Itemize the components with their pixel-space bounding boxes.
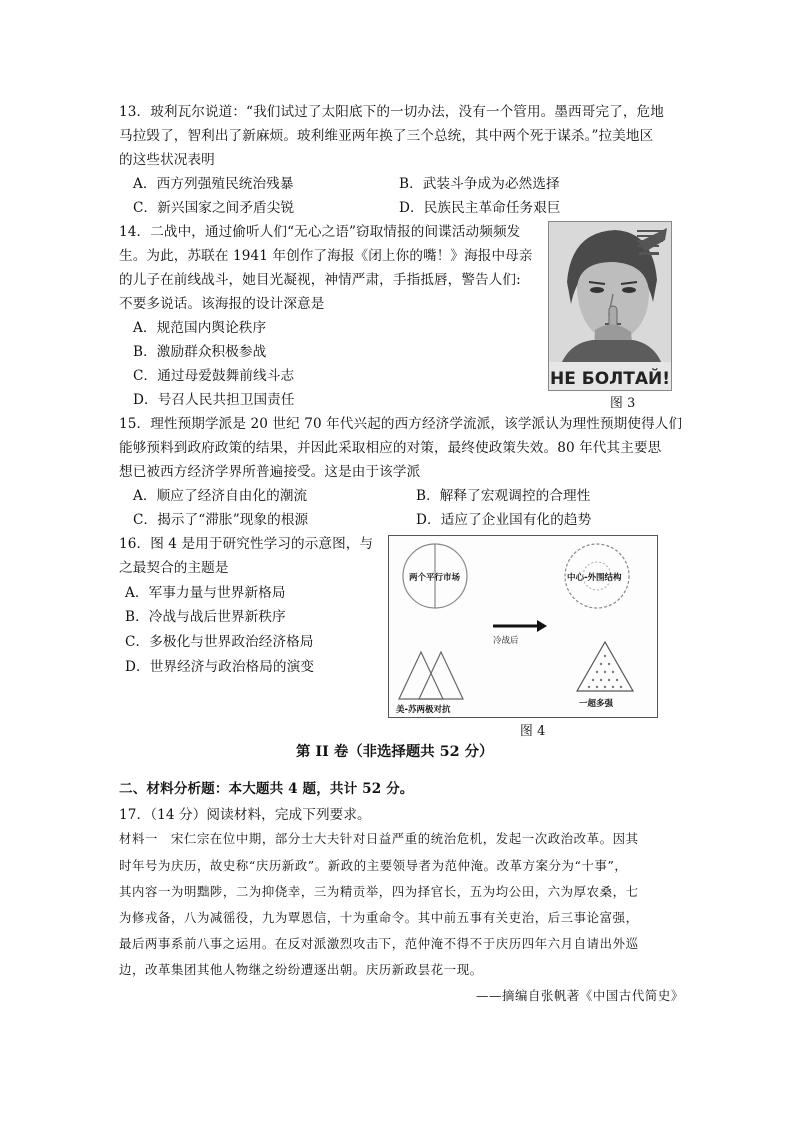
q14-line-3: 的儿子在前线战斗，她目光凝视，神情严肃，手指抵唇，警告人们: — [119, 272, 521, 288]
poster-illustration — [549, 222, 671, 390]
q13-option-a: A．西方列强殖民统治残暴 — [133, 176, 294, 192]
q13-line-2: 马拉毁了，智利出了新麻烦。玻利维亚两年换了三个总统，其中两个死于谋杀。”拉美地区 — [119, 128, 654, 144]
q16-line-2: 之最契合的主题是 — [119, 560, 229, 576]
q13-option-b: B．武装斗争成为必然选择 — [399, 176, 560, 192]
label-one-superpower: 一超多强 — [579, 699, 614, 709]
figure-3-label: 图 3 — [610, 396, 636, 411]
part-two-title: 第 II 卷（非选择题共 52 分） — [296, 743, 494, 760]
q13-option-d: D．民族民主革命任务艰巨 — [399, 200, 561, 216]
q15-option-a: A．顺应了经济自由化的潮流 — [133, 488, 308, 504]
q13-line-3: 的这些状况表明 — [119, 152, 215, 168]
q15-line-1: 15．理性预期学派是 20 世纪 70 年代兴起的西方经济学流派，该学派认为理性预期使得人们 — [119, 416, 683, 432]
figure-4-label: 图 4 — [520, 724, 546, 739]
material-source: ——摘编自张帆著《中国古代简史》 — [476, 988, 684, 1003]
soviet-poster-image — [548, 221, 672, 391]
q13-option-c: C．新兴国家之间矛盾尖锐 — [133, 200, 295, 216]
q15-line-3: 想已被西方经济学界所普遍接受。这是由于该学派 — [119, 464, 421, 480]
q14-option-b: B．激励群众积极参战 — [133, 344, 267, 360]
q14-option-d: D．号召人民共担卫国责任 — [133, 392, 295, 408]
q16-option-d: D．世界经济与政治格局的演变 — [125, 659, 315, 675]
q14-line-4: 不要多说话。该海报的设计深意是 — [119, 296, 325, 312]
q16-option-a: A．军事力量与世界新格局 — [125, 585, 286, 601]
label-core-periphery: 中心-外围结构 — [567, 573, 622, 583]
q15-line-2: 能够预料到政府政策的结果，并因此采取相应的对策，最终使政策失效。80 年代其主要思 — [119, 440, 662, 456]
q14-option-c: C．通过母爱鼓舞前线斗志 — [133, 368, 295, 384]
q15-option-b: B．解释了宏观调控的合理性 — [416, 488, 591, 504]
section-heading: 二、材料分析题：本大题共 4 题，共计 52 分。 — [119, 781, 414, 797]
figure-4-diagram — [388, 535, 658, 718]
material-line-6: 边，改革集团其他人物继之纷纷遭逐出朝。庆历新政昙花一现。 — [119, 962, 483, 977]
q16-line-1: 16．图 4 是用于研究性学习的示意图，与 — [119, 536, 374, 552]
label-parallel-markets: 两个平行市场 — [409, 573, 461, 583]
material-line-2: 时年号为庆历，故史称“庆历新政”。新政的主要领导者为范仲淹。改革方案分为“十事”， — [119, 858, 628, 873]
arrow-head — [537, 620, 547, 632]
figure-4-graphics — [389, 536, 657, 717]
poster-slogan: НЕ БОЛТАЙ! — [549, 369, 671, 389]
triangle-right — [419, 652, 463, 699]
q14-line-1: 14．二战中，通过偷听人们“无心之语”窃取情报的间谍活动频频发 — [119, 224, 521, 240]
q13-line-1: 13．玻利瓦尔说道：“我们试过了太阳底下的一切办法，没有一个管用。墨西哥完了，危地 — [119, 104, 664, 120]
material-line-1: 材料一 宋仁宗在位中期，部分士大夫针对日益严重的统治危机，发起一次政治改革。因其 — [119, 831, 639, 846]
q15-option-c: C．揭示了“滞胀”现象的根源 — [133, 512, 309, 528]
material-line-3: 其内容一为明黜陟，二为抑侥幸，三为精贡举，四为择官长，五为均公田，六为厚农桑，七 — [119, 884, 639, 899]
q16-option-b: B．冷战与战后世界新秩序 — [125, 609, 286, 625]
label-post-cold-war: 冷战后 — [493, 636, 519, 646]
q14-line-2: 生。为此，苏联在 1941 年创作了海报《闭上你的嘴！》海报中母亲 — [119, 248, 533, 264]
material-line-4: 为修戎备，八为减徭役，九为覃恩信，十为重命令。其中前五事有关吏治，后三事论富强， — [119, 910, 639, 925]
material-line-5: 最后两事系前八事之运用。在反对派激烈攻击下，范仲淹不得不于庆历四年六月自请出外巡 — [119, 936, 639, 951]
triangle-left — [399, 652, 443, 699]
label-us-soviet-bipolar: 美-苏两极对抗 — [396, 705, 451, 715]
q14-option-a: A．规范国内舆论秩序 — [133, 320, 267, 336]
q17-prompt: 17．（14 分）阅读材料，完成下列要求。 — [119, 807, 371, 823]
q15-option-d: D．适应了企业国有化的趋势 — [416, 512, 592, 528]
q16-option-c: C．多极化与世界政治经济格局 — [125, 634, 314, 650]
dotted-triangle — [577, 642, 633, 691]
